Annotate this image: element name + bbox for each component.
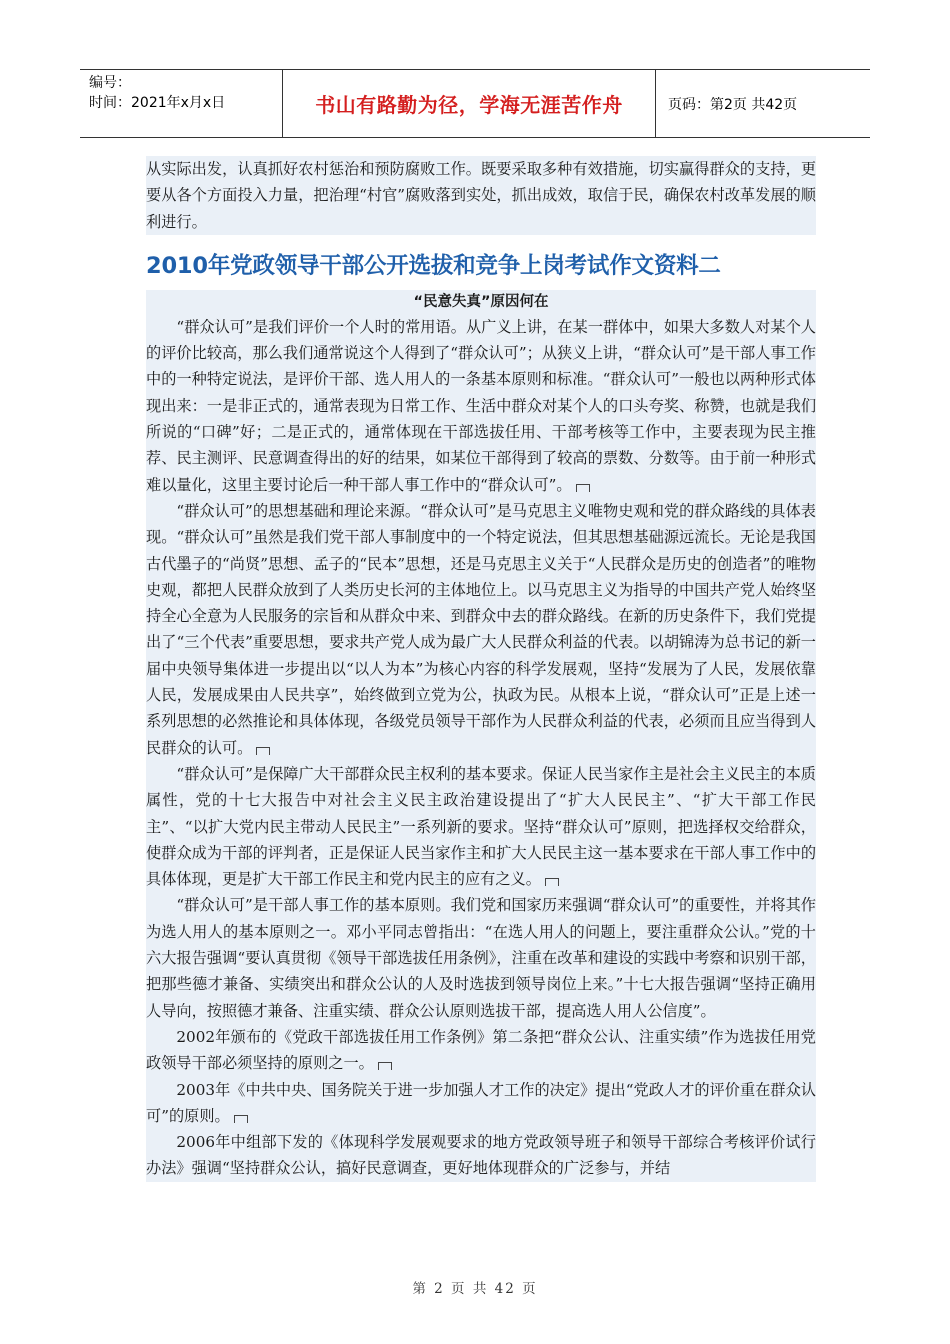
- header-meta: [80, 70, 283, 137]
- document-body: [146, 156, 816, 1182]
- paragraph-mark-icon: [256, 747, 270, 755]
- header-page-info: 页码：第2页 共42页: [668, 96, 798, 113]
- body-paragraph: “群众认可”是我们评价一个人时的常用语。从广义上讲，在某一群体中，如果大多数人对某个人的评价比较高，那么我们通常说这个人得到了“群众认可”；从狭义上讲，“群众认可”是干部人事工作中的一种特定说法，是评价干部、选人用人的一条基本原则和标准。“群众认可”一般也以两种形式体现出来：一是非正式的，通常表现为日常工作、生活中群众对某个人的口头夸奖、称赞，也就是我们所说的“口碑”好；二是正式的，通常体现在干部选拔任用、干部考核等工作中，主要表现为民主推荐、民主测评、民意调查得出的好的结果，如某位干部得到了较高的票数、分数等。由于前一种形式难以量化，这里主要讨论后一种干部人事工作中的“群众认可”。: [146, 314, 816, 498]
- page-header: [80, 69, 870, 138]
- page-footer: 第 2 页 共 42 页: [412, 1281, 538, 1297]
- body-paragraph: “群众认可”的思想基础和理论来源。“群众认可”是马克思主义唯物史观和党的群众路线的具体表现。“群众认可”虽然是我们党干部人事制度中的一个特定说法，但其思想基础源远流长。无论是我国古代墨子的“尚贤”思想、孟子的“民本”思想，还是马克思主义关于“人民群众是历史的创造者”的唯物史观，都把人民群众放到了人类历史长河的主体地位上。以马克思主义为指导的中国共产党人始终坚持全心全意为人民服务的宗旨和从群众中来、到群众中去的群众路线。在新的历史条件下，我们党提出了“三个代表”重要思想，要求共产党人成为最广大人民群众利益的代表。以胡锦涛为总书记的新一届中央领导集体进一步提出以“以人为本”为核心内容的科学发展观，坚持“发展为了人民，发展依靠人民，发展成果由人民共享”，始终做到立党为公，执政为民。从根本上说，“群众认可”正是上述一系列思想的必然推论和具体体现，各级党员领导干部作为人民群众利益的代表，必须而且应当得到人民群众的认可。: [146, 498, 816, 761]
- body-paragraph: 2006年中组部下发的《体现科学发展观要求的地方党政领导班子和领导干部综合考核评价试行办法》强调“坚持群众公认，搞好民意调查，更好地体现群众的广泛参与，并结: [146, 1129, 816, 1182]
- paragraph-mark-icon: [378, 1062, 392, 1070]
- section-subtitle: “民意失真”原因何在: [146, 290, 816, 314]
- intro-paragraph: 从实际出发，认真抓好农村惩治和预防腐败工作。既要采取多种有效措施，切实赢得群众的支持，更要从各个方面投入力量，把治理“村官”腐败落到实处，抓出成效，取信于民，确保农村改革发展的顺利进行。: [146, 156, 816, 235]
- body-paragraph: 2002年颁布的《党政干部选拔任用工作条例》第二条把“群众公认、注重实绩”作为选拔任用党政领导干部必须坚持的原则之一。: [146, 1024, 816, 1077]
- paragraph-mark-icon: [234, 1115, 248, 1123]
- body-paragraph: “群众认可”是保障广大干部群众民主权利的基本要求。保证人民当家作主是社会主义民主的本质属性，党的十七大报告中对社会主义民主政治建设提出了“扩大人民民主”、“扩大干部工作民主”、“以扩大党内民主带动人民民主”一系列新的要求。坚持“群众认可”原则，把选择权交给群众，使群众成为干部的评判者，正是保证人民当家作主和扩大人民民主这一基本要求在干部人事工作中的具体体现，更是扩大干部工作民主和党内民主的应有之义。: [146, 761, 816, 892]
- paragraph-mark-icon: [545, 878, 559, 886]
- document-number-label: 编号：: [89, 75, 131, 91]
- paragraph-mark-icon: [576, 484, 590, 492]
- body-paragraph: “群众认可”是干部人事工作的基本原则。我们党和国家历来强调“群众认可”的重要性，并将其作为选人用人的基本原则之一。邓小平同志曾指出：“在选人用人的问题上，要注重群众公认。”党的十六大报告强调“要认真贯彻《领导干部选拔任用条例》，注重在改革和建设的实践中考察和识别干部，把那些德才兼备、实绩突出和群众公认的人及时选拔到领导岗位上来。”十七大报告强调“坚持正确用人导向，按照德才兼备、注重实绩、群众公认原则选拔干部，提高选人用人公信度”。: [146, 892, 816, 1023]
- document-title: 2010年党政领导干部公开选拔和竞争上岗考试作文资料二: [146, 252, 721, 279]
- document-date: 时间：2021年x月x日: [89, 95, 226, 111]
- body-paragraph: 2003年《中共中央、国务院关于进一步加强人才工作的决定》提出“党政人才的评价重在群众认可”的原则。: [146, 1077, 816, 1130]
- header-motto: 书山有路勤为径，学海无涯苦作舟: [283, 70, 656, 137]
